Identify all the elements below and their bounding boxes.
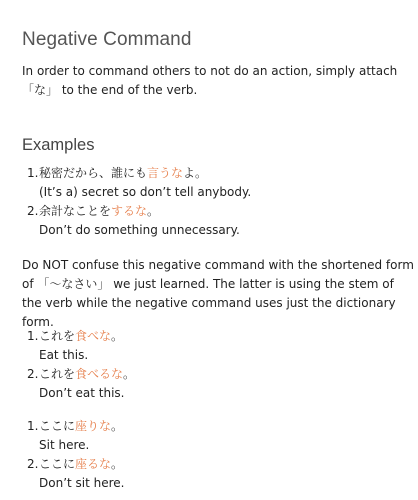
highlighted-verb: 食べな	[75, 329, 112, 343]
highlighted-verb: 言うな	[147, 166, 184, 180]
japanese-sentence	[39, 164, 414, 183]
japanese-sentence	[39, 202, 414, 221]
list-item	[22, 365, 414, 403]
highlighted-verb: 食べるな	[75, 367, 124, 381]
english-translation: Don’t sit here.	[39, 476, 125, 490]
highlighted-verb: するな	[111, 204, 148, 218]
intro-paragraph: In order to command others to not do an action, simply attach 「な」 to the end of the verb.	[22, 64, 398, 97]
eat-examples-list	[22, 327, 414, 403]
list-number: 1.	[27, 419, 39, 433]
english-translation: Eat this.	[39, 348, 89, 362]
jp-text: 。	[111, 419, 124, 433]
list-item	[22, 164, 414, 202]
list-item	[22, 417, 414, 455]
english-translation: Don’t do something unnecessary.	[39, 223, 240, 237]
jp-text: よ。	[183, 166, 208, 180]
jp-text: これを	[39, 329, 76, 343]
jp-text: 。	[111, 329, 124, 343]
jp-text: 余計なことを	[39, 204, 112, 218]
examples-list	[22, 164, 414, 240]
note-paragraph: Do NOT confuse this negative command with the shortened form of 「〜なさい」 we just learned. The latter is using the stem of the verb while the negative command uses just the dictionary form.	[22, 258, 414, 329]
japanese-sentence	[39, 327, 414, 346]
list-number: 2.	[27, 457, 39, 471]
examples-heading: Examples	[22, 136, 95, 154]
jp-text: ここに	[39, 419, 76, 433]
list-item	[22, 327, 414, 365]
jp-text: ここに	[39, 457, 76, 471]
list-item	[22, 202, 414, 240]
list-number: 2.	[27, 204, 39, 218]
jp-text: これを	[39, 367, 76, 381]
english-translation: Sit here.	[39, 438, 90, 452]
list-number: 1.	[27, 329, 39, 343]
english-translation: (It’s a) secret so don’t tell anybody.	[39, 185, 252, 199]
jp-text: 。	[111, 457, 124, 471]
japanese-sentence	[39, 417, 414, 436]
list-number: 1.	[27, 166, 39, 180]
highlighted-verb: 座るな	[75, 457, 112, 471]
jp-text: 秘密だから、誰にも	[39, 166, 148, 180]
list-item	[22, 455, 414, 493]
english-translation: Don’t eat this.	[39, 386, 125, 400]
page-title: Negative Command	[22, 29, 192, 50]
japanese-sentence	[39, 365, 414, 384]
highlighted-verb: 座りな	[75, 419, 112, 433]
jp-text: 。	[147, 204, 160, 218]
japanese-sentence	[39, 455, 414, 474]
jp-text: 。	[123, 367, 136, 381]
sit-examples-list	[22, 417, 414, 493]
list-number: 2.	[27, 367, 39, 381]
